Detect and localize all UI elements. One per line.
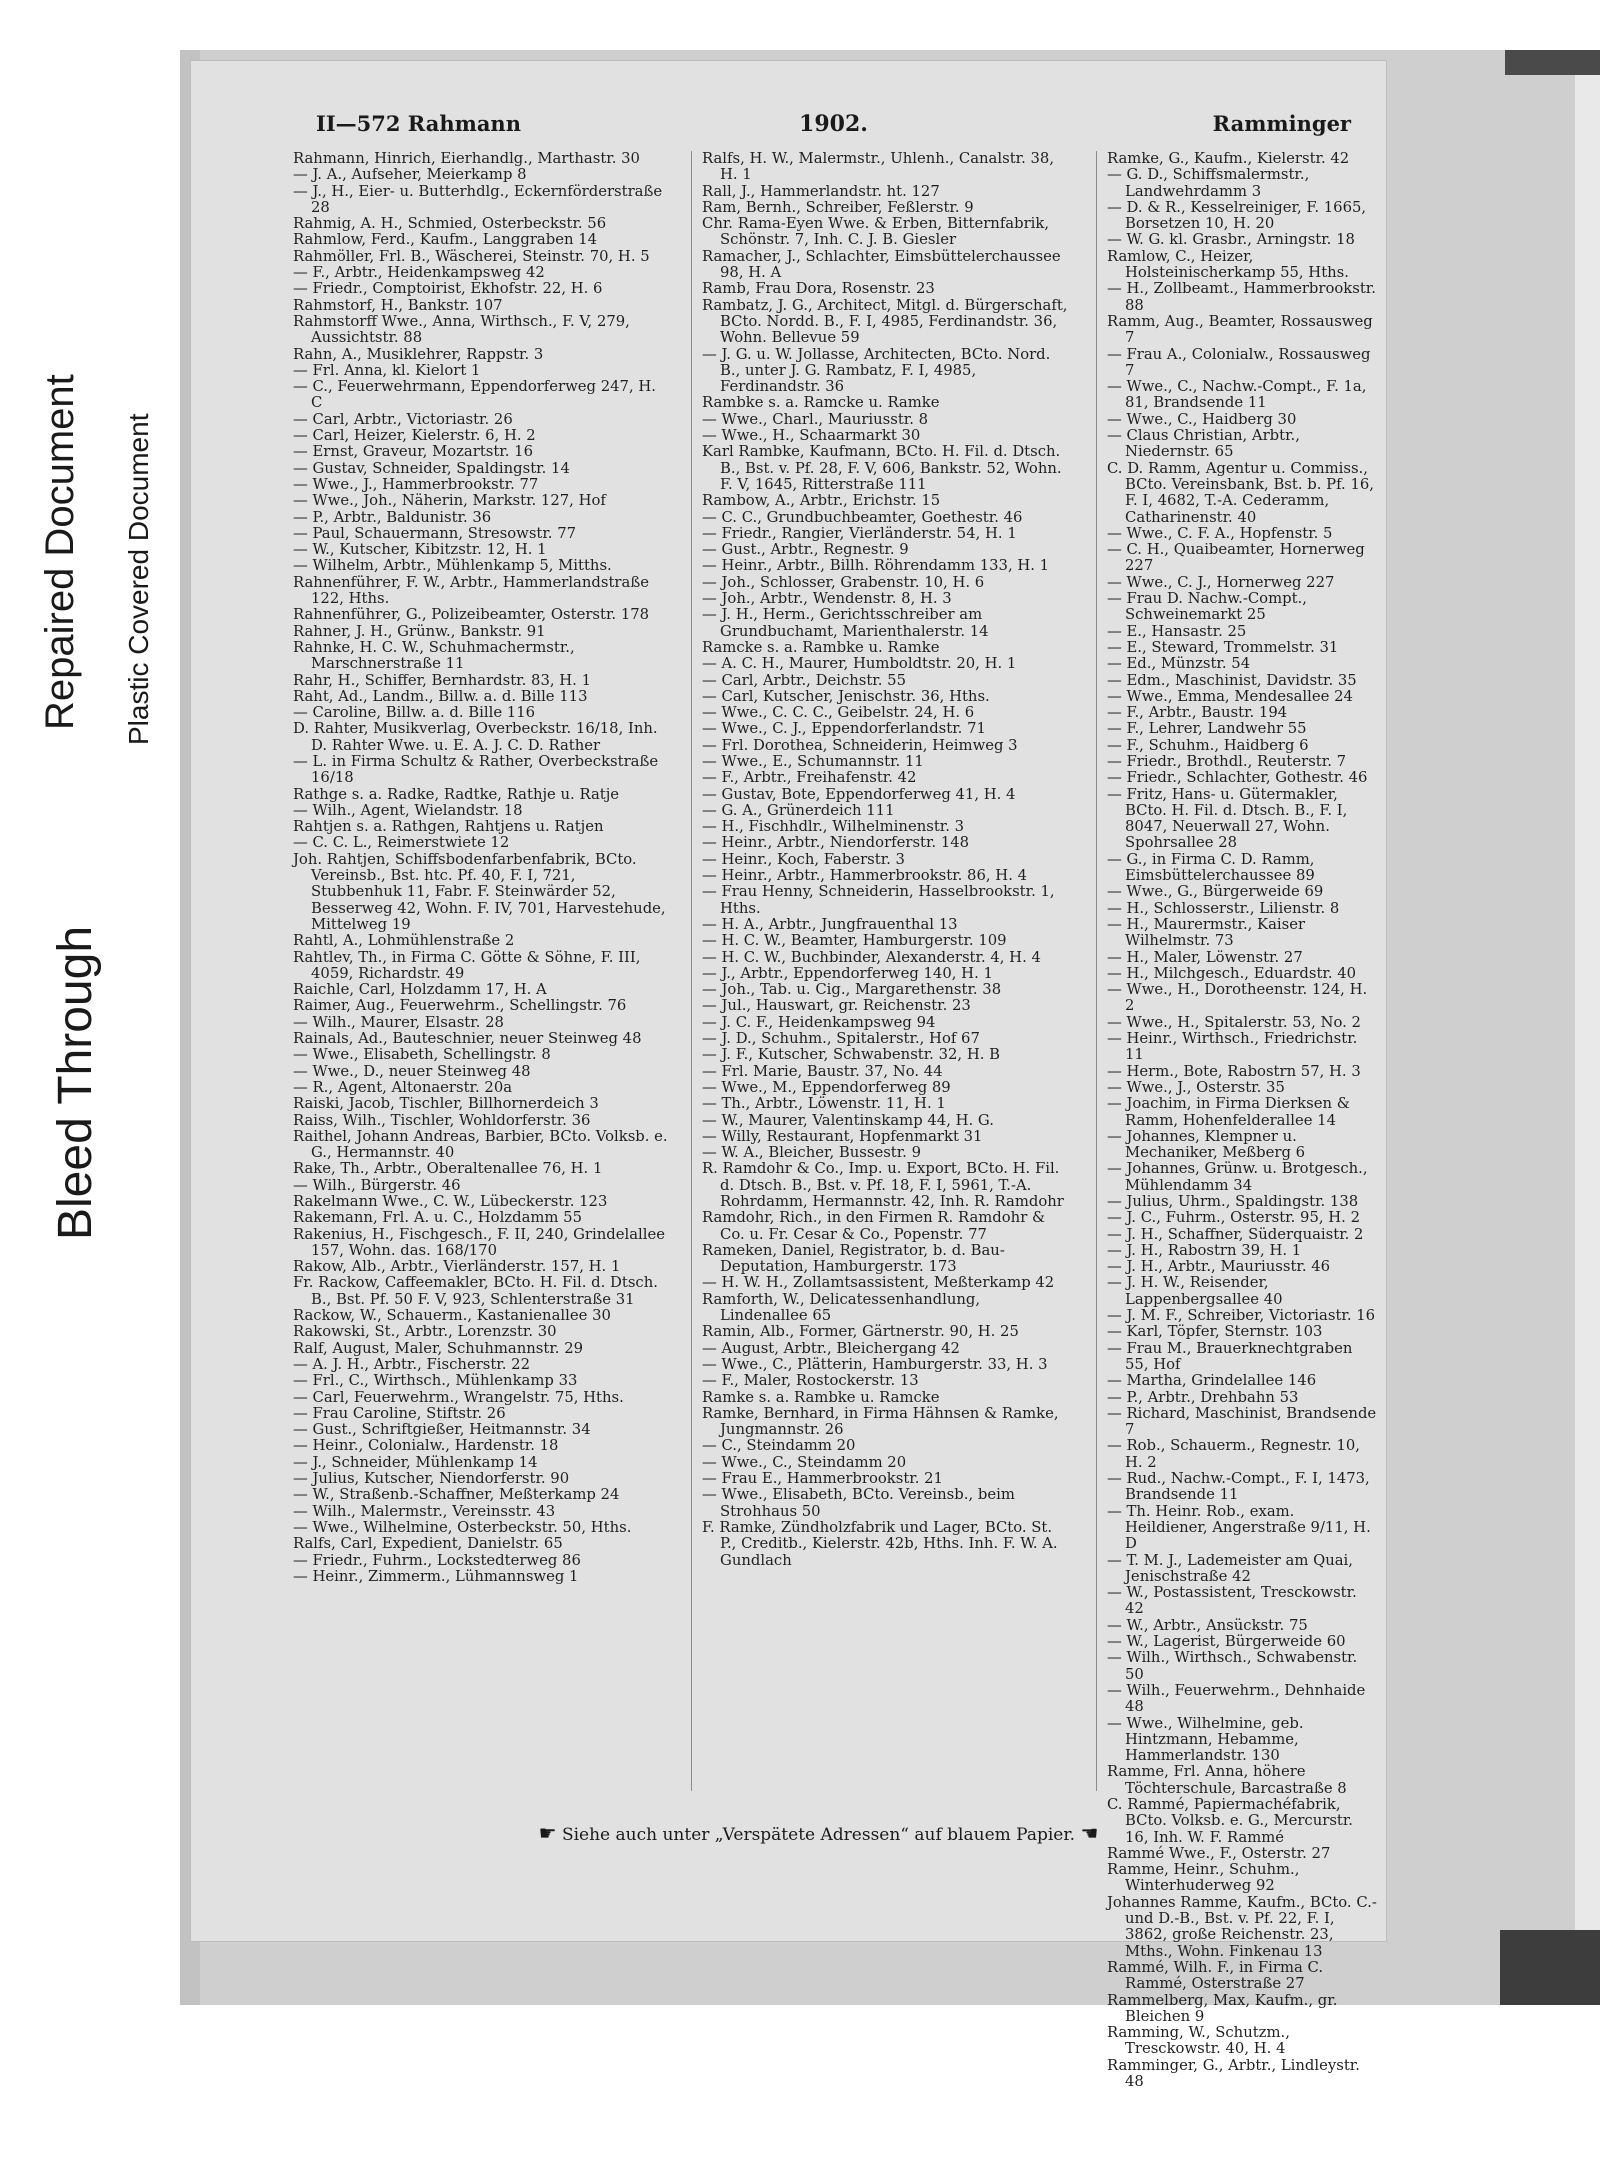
directory-entry: Rahnke, H. C. W., Schuhmachermstr., Marschnerstraße 11 <box>293 638 575 673</box>
directory-entry: Ramlow, C., Heizer, Holsteinischerkamp 55, Hths. <box>1107 247 1349 282</box>
directory-entry: — Frl. Marie, Baustr. 37, No. 44 <box>702 1062 943 1080</box>
directory-entry: — Wwe., Charl., Mauriusstr. 8 <box>702 410 929 428</box>
directory-entry: — T. M. J., Lademeister am Quai, Jenischstraße 42 <box>1107 1551 1353 1585</box>
directory-entry: — W., Postassistent, Tresckowstr. 42 <box>1107 1584 1357 1618</box>
directory-entry: — Heinr., Colonialw., Hardenstr. 18 <box>293 1437 559 1455</box>
directory-entry: Rahr, H., Schiffer, Bernhardstr. 83, H. 1 <box>293 671 591 689</box>
page-edge <box>1575 50 1600 2005</box>
directory-entry: — J., H., Eier- u. Butterhdlg., Eckernförderstraße 28 <box>293 182 663 216</box>
directory-entry: — Wwe., Wilhelmine, Osterbeckstr. 50, Hths. <box>293 1518 632 1536</box>
directory-entry: Ramme, Heinr., Schuhm., Winterhuderweg 92 <box>1107 1861 1300 1895</box>
directory-entry: Rahtlev, Th., in Firma C. Götte & Söhne, F. III, 4059, Richardstr. 49 <box>293 948 641 982</box>
pointing-hand-right-icon: ☚ <box>1080 1821 1099 1845</box>
directory-entry: — W., Arbtr., Ansückstr. 75 <box>1107 1616 1308 1634</box>
directory-entry: Rahn, A., Musiklehrer, Rappstr. 3 <box>293 345 544 363</box>
directory-entry: — J. C. F., Heidenkampsweg 94 <box>702 1013 936 1031</box>
directory-entry: — J., Arbtr., Eppendorferweg 140, H. 1 <box>702 964 993 982</box>
directory-entry: — G. A., Grünerdeich 111 <box>702 801 895 819</box>
directory-entry: — Karl, Töpfer, Sternstr. 103 <box>1107 1323 1323 1341</box>
directory-entry: Raithel, Johann Andreas, Barbier, BCto. Volksb. e. G., Hermannstr. 40 <box>293 1127 668 1162</box>
directory-entry: Ramke, Bernhard, in Firma Hähnsen & Ramke, Jungmannstr. 26 <box>702 1404 1059 1439</box>
directory-entry: — Wilh., Maurer, Elsastr. 28 <box>293 1013 504 1031</box>
pointing-hand-left-icon: ☛ <box>538 1821 557 1845</box>
directory-entry: — J. D., Schuhm., Spitalerstr., Hof 67 <box>702 1030 980 1048</box>
directory-entry: — Wwe., J., Hammerbrookstr. 77 <box>293 475 539 493</box>
header-year: 1902. <box>799 111 868 137</box>
directory-entry: Rammelberg, Max, Kaufm., gr. Bleichen 9 <box>1107 1991 1338 2025</box>
directory-entry: Rakelmann Wwe., C. W., Lübeckerstr. 123 <box>293 1193 608 1210</box>
directory-entry: — Friedr., Comptoirist, Ekhofstr. 22, H. 6 <box>293 280 603 298</box>
directory-entry: Fr. Rackow, Caffeemakler, BCto. H. Fil. d. Dtsch. B., Bst. Pf. 50 F. V, 923, Schlenterstraße 31 <box>293 1274 658 1308</box>
directory-entry: — J. H. W., Reisender, Lappenbergsallee 40 <box>1107 1274 1283 1308</box>
directory-entry: Ramcke s. a. Rambke u. Ramke <box>702 638 940 656</box>
directory-entry: — J. C., Fuhrm., Osterstr. 95, H. 2 <box>1107 1209 1360 1227</box>
directory-page <box>190 60 1387 2091</box>
directory-entry: — J. H., Schaffner, Süderquaistr. 2 <box>1107 1225 1364 1243</box>
directory-entry: — Fritz, Hans- u. Gütermakler, BCto. H. Fil. d. Dtsch. B., F. I, 8047, Neuerwall 27, Wohn. Spohrsallee 28 <box>1107 785 1348 852</box>
directory-entry: — Wwe., C. C. C., Geibelstr. 24, H. 6 <box>702 704 975 722</box>
directory-entry: — P., Arbtr., Baldunistr. 36 <box>293 508 492 526</box>
directory-entry: — Friedr., Rangier, Vierländerstr. 54, H. 1 <box>702 524 1017 542</box>
directory-entry: — J., Schneider, Mühlenkamp 14 <box>293 1453 538 1471</box>
directory-entry: — Caroline, Billw. a. d. Bille 116 <box>293 704 536 722</box>
directory-entry: Ramming, W., Schutzm., Tresckowstr. 40, H. 4 <box>1107 2024 1290 2058</box>
directory-entry: — Th. Heinr. Rob., exam. Heildiener, Angerstraße 9/11, H. D <box>1107 1502 1371 1553</box>
directory-entry: Ralf, August, Maler, Schuhmannstr. 29 <box>293 1339 584 1357</box>
directory-entry: Ralfs, Carl, Expedient, Danielstr. 65 <box>293 1535 563 1553</box>
directory-entry: — Ernst, Graveur, Mozartstr. 16 <box>293 443 533 461</box>
directory-entry: — J. G. u. W. Jollasse, Architecten, BCto. Nord. B., unter J. G. Rambatz, F. I, 4985, Ferdinandstr. 36 <box>702 345 1051 396</box>
directory-entry: — Herm., Bote, Rabostrn 57, H. 3 <box>1107 1062 1361 1080</box>
directory-entry: Rahmlow, Ferd., Kaufm., Langgraben 14 <box>293 231 598 249</box>
directory-entry: — Heinr., Zimmerm., Lühmannsweg 1 <box>293 1567 579 1585</box>
directory-entry: Chr. Rama-Eyen Wwe. & Erben, Bitternfabrik, Schönstr. 7, Inh. C. J. B. Giesler <box>702 215 1050 249</box>
directory-entry: Rackow, W., Schauerm., Kastanienallee 30 <box>293 1307 611 1325</box>
directory-entry: Raiss, Wilh., Tischler, Wohldorferstr. 36 <box>293 1111 591 1129</box>
directory-entry: Ralfs, H. W., Malermstr., Uhlenh., Canalstr. 38, H. 1 <box>702 150 1055 184</box>
directory-entry: — Friedr., Schlachter, Gothestr. 46 <box>1107 769 1368 787</box>
directory-entry: — Wilh., Malermstr., Vereinsstr. 43 <box>293 1502 556 1520</box>
directory-entry: — W., Lagerist, Bürgerweide 60 <box>1107 1633 1346 1651</box>
directory-entry: — H. C. W., Beamter, Hamburgerstr. 109 <box>702 932 1007 950</box>
directory-entry: — Ed., Münzstr. 54 <box>1107 655 1251 673</box>
directory-entry: — Wwe., Joh., Näherin, Markstr. 127, Hof <box>293 492 606 510</box>
directory-entry: — H. W. H., Zollamtsassistent, Meßterkamp 42 <box>702 1274 1055 1292</box>
directory-entry: — F., Maler, Rostockerstr. 13 <box>702 1372 919 1390</box>
directory-entry: — F., Arbtr., Baustr. 194 <box>1107 704 1288 722</box>
directory-entry: — Jul., Hauswart, gr. Reichenstr. 23 <box>702 997 971 1015</box>
directory-entry: — Edm., Maschinist, Davidstr. 35 <box>1107 671 1357 689</box>
directory-entry: — Julius, Kutscher, Niendorferstr. 90 <box>293 1470 570 1488</box>
footer-note: Siehe auch unter „Verspätete Adressen“ auf blauem Papier. <box>561 1825 1076 1845</box>
directory-entry: Rahtjen s. a. Rathgen, Rahtjens u. Ratjen <box>293 818 604 836</box>
directory-entry: — Richard, Maschinist, Brandsende 7 <box>1107 1404 1377 1439</box>
directory-entry: — Wwe., M., Eppendorferweg 89 <box>702 1078 951 1096</box>
directory-entry: — H., Fischhdlr., Wilhelminenstr. 3 <box>702 818 965 836</box>
directory-entry: C. Rammé, Papiermachéfabrik, BCto. Volksb. e. G., Mercurstr. 16, Inh. W. F. Rammé <box>1107 1795 1354 1846</box>
directory-entry: — F., Schuhm., Haidberg 6 <box>1107 736 1309 754</box>
directory-entry: — Wwe., C., Haidberg 30 <box>1107 410 1297 428</box>
directory-entry: Ram, Bernh., Schreiber, Feßlerstr. 9 <box>702 198 974 216</box>
directory-entry: — W. G. kl. Grasbr., Arningstr. 18 <box>1107 231 1355 249</box>
directory-entry: — Gustav, Bote, Eppendorferweg 41, H. 4 <box>702 785 1016 803</box>
directory-entry: Rahner, J. H., Grünw., Bankstr. 91 <box>293 622 546 640</box>
directory-entry: — J. H., Herm., Gerichtsschreiber am Grundbuchamt, Marienthalerstr. 14 <box>702 606 989 640</box>
directory-entry: Rahmig, A. H., Schmied, Osterbeckstr. 56 <box>293 215 607 233</box>
directory-entry: — Paul, Schauermann, Stresowstr. 77 <box>293 524 577 542</box>
directory-entry: Rakenius, H., Fischgesch., F. II, 240, Grindelallee 157, Wohn. das. 168/170 <box>293 1225 666 1259</box>
directory-entry: — G. D., Schiffsmalermstr., Landwehrdamm 3 <box>1107 166 1310 200</box>
directory-entry: — H., Maurermstr., Kaiser Wilhelmstr. 73 <box>1107 915 1306 950</box>
directory-entry: Ramacher, J., Schlachter, Eimsbüttelerchaussee 98, H. A <box>702 247 1061 282</box>
directory-entry: Raiski, Jacob, Tischler, Billhornerdeich 3 <box>293 1095 599 1113</box>
directory-entry: Rakow, Alb., Arbtr., Vierländerstr. 157, H. 1 <box>293 1258 621 1276</box>
directory-entry: — J. H., Arbtr., Mauriusstr. 46 <box>1107 1258 1331 1276</box>
directory-entry: — Joh., Schlosser, Grabenstr. 10, H. 6 <box>702 573 985 591</box>
directory-entry: Ramforth, W., Delicatessenhandlung, Lindenallee 65 <box>702 1290 981 1325</box>
directory-entry: — Wwe., Elisabeth, Schellingstr. 8 <box>293 1046 551 1064</box>
directory-entry: — D. & R., Kesselreiniger, F. 1665, Borsetzen 10, H. 20 <box>1107 198 1367 233</box>
directory-entry: Ramdohr, Rich., in den Firmen R. Ramdohr & Co. u. Fr. Cesar & Co., Popenstr. 77 <box>702 1209 1046 1243</box>
directory-entry: — G., in Firma C. D. Ramm, Eimsbüttelerchaussee 89 <box>1107 850 1315 885</box>
directory-entry: — Heinr., Wirthsch., Friedrichstr. 11 <box>1107 1030 1358 1064</box>
page-footer <box>291 1821 1346 1845</box>
label-plastic-covered-document: Plastic Covered Document <box>123 413 154 745</box>
directory-entry: Rainals, Ad., Bauteschnier, neuer Steinweg 48 <box>293 1030 642 1048</box>
directory-entry: — August, Arbtr., Bleichergang 42 <box>702 1339 960 1357</box>
directory-entry: Ramke s. a. Rambke u. Ramcke <box>702 1388 940 1406</box>
directory-entry: D. Rahter, Musikverlag, Overbeckstr. 16/18, Inh. D. Rahter Wwe. u. E. A. J. C. D. Rather <box>293 720 658 754</box>
directory-entry: — Wwe., H., Spitalerstr. 53, No. 2 <box>1107 1013 1361 1031</box>
directory-entry: — C. H., Quaibeamter, Hornerweg 227 <box>1107 541 1365 575</box>
directory-entry: — Carl, Feuerwehrm., Wrangelstr. 75, Hths. <box>293 1388 624 1406</box>
directory-entry: — J. M. F., Schreiber, Victoriastr. 16 <box>1107 1307 1376 1325</box>
directory-entry: — R., Agent, Altonaerstr. 20a <box>293 1078 513 1096</box>
directory-entry: — Frau E., Hammerbrookstr. 21 <box>702 1470 943 1488</box>
directory-entry: — Wwe., E., Schumannstr. 11 <box>702 752 924 770</box>
directory-entry: — H. C. W., Buchbinder, Alexanderstr. 4, H. 4 <box>702 948 1041 966</box>
directory-entry: Ramm, Aug., Beamter, Rossausweg 7 <box>1107 312 1373 347</box>
directory-entry: Johannes Ramme, Kaufm., BCto. C.- und D.-B., Bst. v. Pf. 22, F. I, 3862, große Reichenstr. 23, Mths., Wohn. Finkenau 13 <box>1107 1893 1377 1960</box>
directory-entry: — F., Lehrer, Landwehr 55 <box>1107 720 1307 738</box>
directory-entry: — H., Zollbeamt., Hammerbrookstr. 88 <box>1107 280 1376 314</box>
directory-entry: — Heinr., Arbtr., Hammerbrookstr. 86, H. 4 <box>702 867 1028 885</box>
directory-entry: — Wwe., Emma, Mendesallee 24 <box>1107 687 1353 705</box>
annotation-sidebar <box>0 0 185 2177</box>
directory-entry: — P., Arbtr., Drehbahn 53 <box>1107 1388 1299 1406</box>
directory-entry: Ramke, G., Kaufm., Kielerstr. 42 <box>1107 150 1350 167</box>
directory-entry: — C., Feuerwehrmann, Eppendorferweg 247, H. C <box>293 378 656 412</box>
directory-entry: Rammé Wwe., F., Osterstr. 27 <box>1107 1844 1331 1862</box>
directory-entry: Rall, J., Hammerlandstr. ht. 127 <box>702 182 940 200</box>
label-bleed-through: Bleed Through <box>49 925 102 1240</box>
directory-entry: — Heinr., Koch, Faberstr. 3 <box>702 850 905 868</box>
directory-entry: — Frau Henny, Schneiderin, Hasselbrookstr. 1, Hths. <box>702 883 1055 917</box>
directory-entry: Ramminger, G., Arbtr., Lindleystr. 48 <box>1107 2056 1360 2091</box>
directory-entry: — A. J. H., Arbtr., Fischerstr. 22 <box>293 1355 530 1373</box>
directory-entry: — Heinr., Arbtr., Billh. Röhrendamm 133, H. 1 <box>702 557 1050 575</box>
directory-entry: — Frau A., Colonialw., Rossausweg 7 <box>1107 345 1371 379</box>
directory-entry: — Wilhelm, Arbtr., Mühlenkamp 5, Mitths. <box>293 557 612 575</box>
directory-entry: Rahtl, A., Lohmühlenstraße 2 <box>293 932 515 950</box>
directory-entry: — Wwe., C., Steindamm 20 <box>702 1453 907 1471</box>
directory-entry: — Gust., Arbtr., Regnestr. 9 <box>702 541 909 559</box>
directory-entry: R. Ramdohr & Co., Imp. u. Export, BCto. H. Fil. d. Dtsch. B., Bst. v. Pf. 18, F. I, 5961, T.-A. Rohrdamm, Hermannstr. 42, Inh. R. Ramdohr <box>702 1160 1064 1210</box>
directory-entry: — C. C., Grundbuchbeamter, Goethestr. 46 <box>702 508 1023 526</box>
directory-entry: — Rud., Nachw.-Compt., F. I, 1473, Brandsende 11 <box>1107 1470 1370 1504</box>
directory-entry: — H., Schlosserstr., Lilienstr. 8 <box>1107 899 1340 917</box>
directory-entry: Rammé, Wilh. F., in Firma C. Rammé, Osterstraße 27 <box>1107 1958 1324 1993</box>
directory-entry: — J. H., Rabostrn 39, H. 1 <box>1107 1241 1302 1259</box>
directory-entry: — Carl, Kutscher, Jenischstr. 36, Hths. <box>702 687 990 705</box>
directory-entry: — Wwe., C., Nachw.-Compt., F. 1a, 81, Brandsende 11 <box>1107 378 1367 412</box>
directory-entry: — W., Maurer, Valentinskamp 44, H. G. <box>702 1111 994 1129</box>
directory-entry: Rake, Th., Arbtr., Oberaltenallee 76, H. 1 <box>293 1160 603 1178</box>
directory-entry: C. D. Ramm, Agentur u. Commiss., BCto. Vereinsbank, Bst. b. Pf. 16, F. I, 4682, T.-A. Cederamm, Catharinenstr. 40 <box>1107 459 1374 526</box>
directory-entry: — H., Maler, Löwenstr. 27 <box>1107 948 1303 966</box>
directory-entry: Joh. Rahtjen, Schiffsbodenfarbenfabrik, BCto. Vereinsb., Bst. htc. Pf. 40, F. I, 721, Stubbenhuk 11, Fabr. F. Steinwärder 52, Besserweg 42, Wohn. F. IV, 701, Harvestehude, Mittelweg 19 <box>293 850 666 933</box>
directory-entry: Rahmöller, Frl. B., Wäscherei, Steinstr. 70, H. 5 <box>293 247 650 265</box>
directory-entry: Rahmstorff Wwe., Anna, Wirthsch., F. V, 279, Aussichtstr. 88 <box>293 312 630 347</box>
directory-entry: — E., Hansastr. 25 <box>1107 622 1247 640</box>
directory-entry: Ramb, Frau Dora, Rosenstr. 23 <box>702 280 935 298</box>
directory-entry: — Frl., C., Wirthsch., Mühlenkamp 33 <box>293 1372 578 1390</box>
directory-entry: — Joh., Arbtr., Wendenstr. 8, H. 3 <box>702 590 952 608</box>
directory-entry: — Friedr., Fuhrm., Lockstedterweg 86 <box>293 1551 581 1569</box>
directory-entry: — H. A., Arbtr., Jungfrauenthal 13 <box>702 915 958 933</box>
directory-entry: — Th., Arbtr., Löwenstr. 11, H. 1 <box>702 1095 946 1113</box>
directory-entry: — H., Milchgesch., Eduardstr. 40 <box>1107 964 1357 982</box>
directory-entry: — Joachim, in Firma Dierksen & Ramm, Hohenfelderallee 14 <box>1107 1095 1350 1129</box>
directory-entry: — Wwe., C. F. A., Hopfenstr. 5 <box>1107 524 1333 542</box>
dark-corner-bottom <box>1500 1930 1600 2005</box>
directory-entry: — Carl, Arbtr., Deichstr. 55 <box>702 671 906 689</box>
column-2 <box>691 151 1070 1791</box>
directory-entry: — Claus Christian, Arbtr., Niedernstr. 65 <box>1107 427 1300 461</box>
directory-entry: — Julius, Uhrm., Spaldingstr. 138 <box>1107 1193 1359 1210</box>
directory-entry: — Wilh., Wirthsch., Schwabenstr. 50 <box>1107 1649 1358 1683</box>
directory-entry: Rahnenführer, G., Polizeibeamter, Osterstr. 178 <box>293 606 650 624</box>
directory-entry: — Wwe., C. J., Hornerweg 227 <box>1107 573 1335 591</box>
directory-entry: — Frau Caroline, Stiftstr. 26 <box>293 1404 506 1422</box>
directory-entry: — Wwe., C. J., Eppendorferlandstr. 71 <box>702 720 986 738</box>
directory-entry: — Frau M., Brauerknechtgraben 55, Hof <box>1107 1339 1353 1373</box>
header-left: II—572 Rahmann <box>316 111 521 136</box>
dark-corner-top <box>1505 50 1600 75</box>
directory-entry: — A. C. H., Maurer, Humboldtstr. 20, H. 1 <box>702 655 1017 673</box>
directory-entry: — Wwe., D., neuer Steinweg 48 <box>293 1062 531 1080</box>
directory-entry: — Wwe., G., Bürgerweide 69 <box>1107 883 1324 901</box>
directory-entry: Rambke s. a. Ramcke u. Ramke <box>702 394 940 412</box>
directory-entry: — Gustav, Schneider, Spaldingstr. 14 <box>293 459 570 477</box>
directory-entry: — J. F., Kutscher, Schwabenstr. 32, H. B <box>702 1046 1001 1064</box>
directory-entry: — E., Steward, Trommelstr. 31 <box>1107 638 1339 656</box>
directory-entry: — F., Arbtr., Heidenkampsweg 42 <box>293 264 545 282</box>
directory-entry: Ramme, Frl. Anna, höhere Töchterschule, Barcastraße 8 <box>1107 1763 1347 1797</box>
directory-entry: — J. A., Aufseher, Meierkamp 8 <box>293 166 527 184</box>
directory-entry: Raimer, Aug., Feuerwehrm., Schellingstr. 76 <box>293 997 627 1015</box>
directory-entry: Rambow, A., Arbtr., Erichstr. 15 <box>702 492 941 510</box>
directory-entry: — Carl, Heizer, Kielerstr. 6, H. 2 <box>293 427 536 445</box>
directory-entry: — F., Arbtr., Freihafenstr. 42 <box>702 769 917 787</box>
directory-entry: — Wilh., Bürgerstr. 46 <box>293 1176 461 1194</box>
directory-entry: — Wwe., J., Osterstr. 35 <box>1107 1078 1285 1096</box>
directory-entry: — Willy, Restaurant, Hopfenmarkt 31 <box>702 1127 983 1145</box>
directory-entry: — Wwe., H., Schaarmarkt 30 <box>702 427 921 445</box>
directory-entry: — Wilh., Agent, Wielandstr. 18 <box>293 801 523 819</box>
directory-entry: Rahnenführer, F. W., Arbtr., Hammerlandstraße 122, Hths. <box>293 573 649 608</box>
directory-entry: Rahmstorf, H., Bankstr. 107 <box>293 296 503 314</box>
column-1 <box>293 151 671 1791</box>
directory-entry: — L. in Firma Schultz & Rather, Overbeckstraße 16/18 <box>293 752 659 787</box>
directory-entry: — W. A., Bleicher, Bussestr. 9 <box>702 1144 922 1162</box>
directory-entry: — Johannes, Grünw. u. Brotgesch., Mühlendamm 34 <box>1107 1160 1368 1194</box>
directory-entry: — Wwe., H., Dorotheenstr. 124, H. 2 <box>1107 981 1368 1015</box>
directory-entry: F. Ramke, Zündholzfabrik und Lager, BCto. St. P., Creditb., Kielerstr. 42b, Hths. Inh. F. W. A. Gundlach <box>702 1518 1058 1569</box>
directory-entry: Rakowski, St., Arbtr., Lorenzstr. 30 <box>293 1323 557 1341</box>
directory-entry: — Frl. Anna, kl. Kielort 1 <box>293 361 481 379</box>
directory-entry: — Joh., Tab. u. Cig., Margarethenstr. 38 <box>702 981 1002 999</box>
directory-entry: — Wwe., Elisabeth, BCto. Vereinsb., beim Strohhaus 50 <box>702 1486 1015 1520</box>
directory-entry: — Wilh., Feuerwehrm., Dehnhaide 48 <box>1107 1681 1366 1716</box>
directory-entry: — C., Steindamm 20 <box>702 1437 856 1455</box>
directory-entry: Rakemann, Frl. A. u. C., Holzdamm 55 <box>293 1209 582 1227</box>
directory-entry: — Carl, Arbtr., Victoriastr. 26 <box>293 410 513 428</box>
directory-entry: — C. C. L., Reimerstwiete 12 <box>293 834 510 852</box>
directory-entry: Rathge s. a. Radke, Radtke, Rathje u. Ratje <box>293 785 620 803</box>
directory-entry: Ramin, Alb., Former, Gärtnerstr. 90, H. 25 <box>702 1323 1019 1341</box>
directory-entry: — W., Straßenb.-Schaffner, Meßterkamp 24 <box>293 1486 620 1504</box>
header-right: Ramminger <box>1212 111 1351 136</box>
page-header <box>316 111 1351 147</box>
label-repaired-document: Repaired Document <box>38 374 82 730</box>
directory-entry: Rameken, Daniel, Registrator, b. d. Bau-Deputation, Hamburgerstr. 173 <box>702 1241 1005 1276</box>
directory-entry: — Gust., Schriftgießer, Heitmannstr. 34 <box>293 1421 591 1439</box>
directory-entry: — Rob., Schauerm., Regnestr. 10, H. 2 <box>1107 1437 1360 1471</box>
directory-entry: Raht, Ad., Landm., Billw. a. d. Bille 113 <box>293 687 588 705</box>
directory-entry: Karl Rambke, Kaufmann, BCto. H. Fil. d. Dtsch. B., Bst. v. Pf. 28, F. V, 606, Bankstr. 52, Wohn. F. V, 1645, Ritterstraße 111 <box>702 443 1062 493</box>
directory-entry: — Wwe., Wilhelmine, geb. Hintzmann, Hebamme, Hammerlandstr. 130 <box>1107 1714 1304 1765</box>
directory-entry: — Frau D. Nachw.-Compt., Schweinemarkt 25 <box>1107 590 1307 624</box>
directory-entry: — Frl. Dorothea, Schneiderin, Heimweg 3 <box>702 736 1018 754</box>
directory-entry: Rahmann, Hinrich, Eierhandlg., Marthastr. 30 <box>293 150 640 167</box>
directory-entry: — Johannes, Klempner u. Mechaniker, Meßberg 6 <box>1107 1127 1306 1162</box>
directory-entry: — Martha, Grindelallee 146 <box>1107 1372 1317 1390</box>
directory-entry: — Friedr., Brothdl., Reuterstr. 7 <box>1107 752 1347 770</box>
directory-entry: — W., Kutscher, Kibitzstr. 12, H. 1 <box>293 541 547 559</box>
directory-entry: — Wwe., C., Plätterin, Hamburgerstr. 33, H. 3 <box>702 1355 1048 1373</box>
directory-entry: — Heinr., Arbtr., Niendorferstr. 148 <box>702 834 970 852</box>
directory-entry: Rambatz, J. G., Architect, Mitgl. d. Bürgerschaft, BCto. Nordd. B., F. I, 4985, Ferdinandstr. 36, Wohn. Bellevue 59 <box>702 296 1068 347</box>
directory-entry: Raichle, Carl, Holzdamm 17, H. A <box>293 981 547 999</box>
column-3 <box>1096 150 1377 2091</box>
